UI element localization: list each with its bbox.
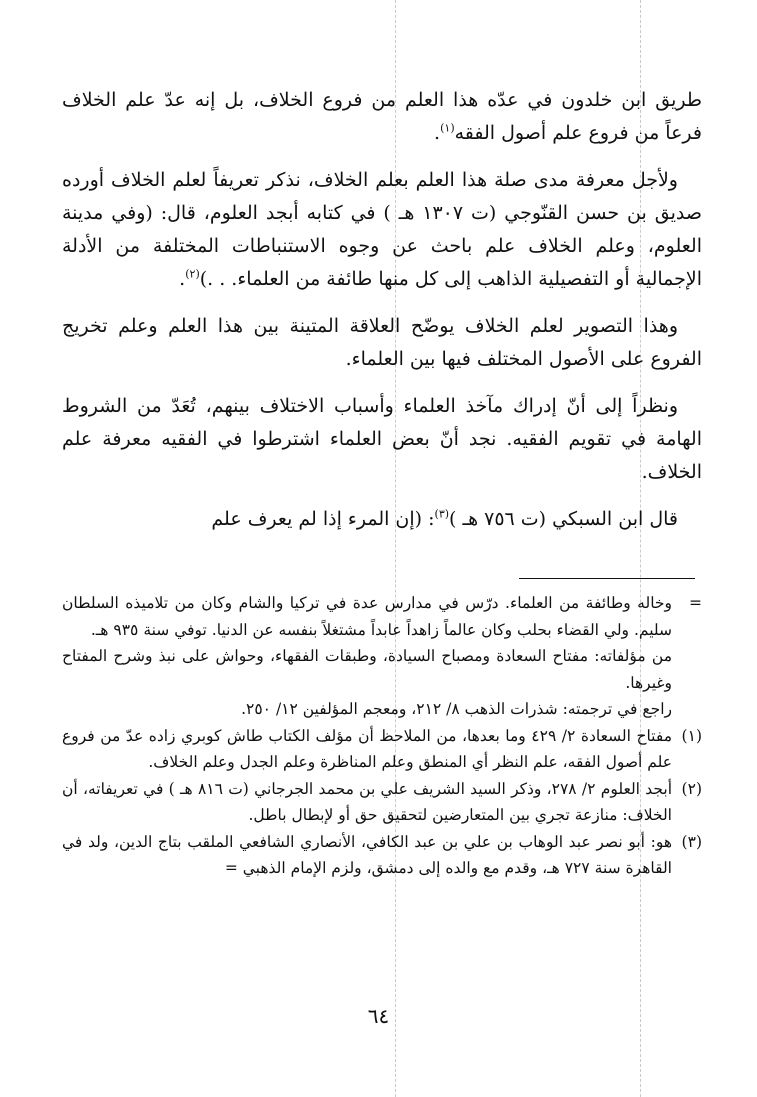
main-text (62, 84, 702, 550)
footnote-continuation: = وخاله وطائفة من العلماء. درّس في مدارس عدة في تركيا والشام وكان من تلاميذه السلطان سليم. ولي القضاء بحلب وكان عالماً زاهداً عابداً مشتغلاً بنفسه عن الدنيا. توفي سنة ٩٣٥ هـ. (62, 590, 702, 643)
footnote-3: (٣) هو: أبو نصر عبد الوهاب بن علي بن عبد الكافي، الأنصاري الشافعي الملقب بتاج الدين، ولد في القاهرة سنة ٧٢٧ هـ، وقدم مع والده إلى دمشق، ولزم الإمام الذهبي = (62, 829, 702, 882)
paragraph-1: طريق ابن خلدون في عدّه هذا العلم من فروع الخلاف، بل إنه عدّ علم الخلاف فرعاً من فروع علم أصول الفقه$^{(١)}$. (62, 89, 702, 144)
footnote-number: (١) (681, 726, 702, 745)
footnote-1: (١) مفتاح السعادة ٢/ ٤٢٩ وما بعدها، من الملاحظ أن مؤلف الكتاب طاش كوبري زاده عدّ من فروع علم أصول الفقه، علم النظر أي المنطق وعلم المناظرة وعلم الجدل وعلم الخلاف. (62, 723, 702, 776)
page-number: ٦٤ (367, 1004, 390, 1028)
continuation-mark: = (689, 594, 702, 612)
paragraph-3: وهذا التصوير لعلم الخلاف يوضّح العلاقة المتينة بين هذا العلم وعلم تخريج الفروع على الأصول المختلف فيها بين العلماء. (62, 315, 702, 370)
footnote-ref: (٢) (185, 267, 200, 281)
footnote-number: (٢) (681, 779, 702, 798)
paragraph-2: ولأجل معرفة مدى صلة هذا العلم بعلم الخلاف، نذكر تعريفاً لعلم الخلاف أورده صديق بن حسن القنّوجي (ت ١٣٠٧ هـ ) في كتابه أبجد العلوم، قال: (وفي مدينة العلوم، وعلم الخلاف علم باحث عن وجوه الاستنباطات المختلفة من الأدلة الإجمالية أو التفصيلية الذاهب إلى كل منها طائفة من العلماء. . .)$^{(٢)}$. (62, 169, 702, 290)
paragraph-4: ونظراً إلى أنّ إدراك مآخذ العلماء وأسباب الاختلاف بينهم، تُعَدّ من الشروط الهامة في تقويم الفقيه. نجد أنّ بعض العلماء اشترطوا في الفقيه معرفة علم الخلاف. (62, 395, 702, 483)
footnote-works: من مؤلفاته: مفتاح السعادة ومصباح السيادة، وطبقات الفقهاء، وحواش على نبذ وشرح المفتاح وغيرها. (62, 647, 672, 692)
footnote-ref: (٣) (434, 507, 450, 521)
footnote-divider (519, 578, 695, 579)
footnote-2: (٢) أبجد العلوم ٢/ ٢٧٨، وذكر السيد الشريف علي بن محمد الجرجاني (ت ٨١٦ هـ ) في تعريفاته، أن الخلاف: منازعة تجري بين المتعارضين لتحقيق حق أو لإبطال باطل. (62, 776, 702, 829)
footnotes (62, 590, 702, 882)
footnote-refs: راجع في ترجمته: شذرات الذهب ٨/ ٢١٢، ومعجم المؤلفين ١٢/ ٢٥٠. (241, 700, 672, 718)
paragraph-5: قال ابن السبكي (ت ٧٥٦ هـ )$^{(٣)}$: (إن المرء إذا لم يعرف علم (211, 507, 678, 530)
footnote-number: (٣) (681, 832, 702, 851)
footnote-ref: (١) (440, 121, 455, 135)
